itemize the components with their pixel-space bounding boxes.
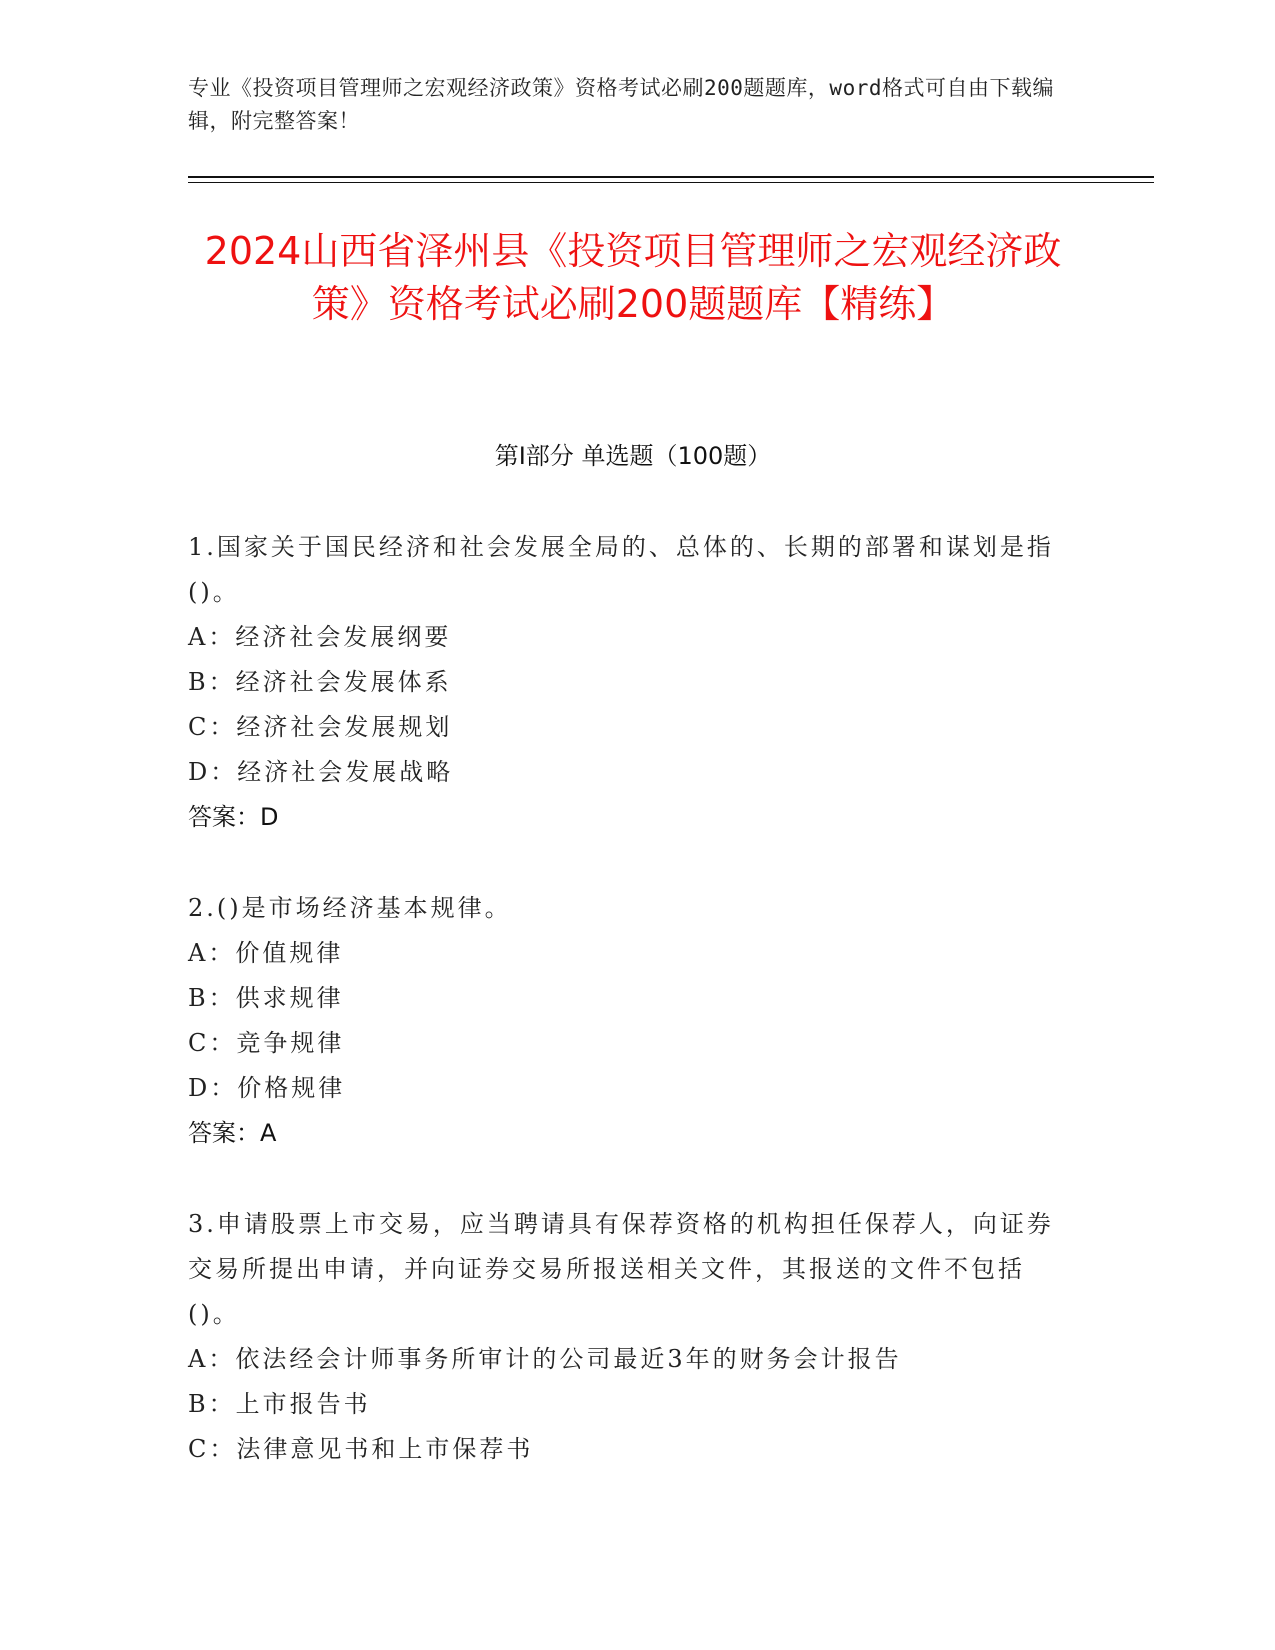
question-2	[188, 886, 1068, 1156]
option-c: C：经济社会发展规划	[188, 713, 453, 741]
question-stem: 1.国家关于国民经济和社会发展全局的、总体的、长期的部署和谋划是指()。	[188, 533, 1054, 606]
option-c: C：竞争规律	[188, 1029, 345, 1057]
option-b: B：经济社会发展体系	[188, 668, 452, 696]
option-c: C：法律意见书和上市保荐书	[188, 1435, 534, 1463]
option-b: B：供求规律	[188, 984, 344, 1012]
answer-line: 答案：A	[188, 1119, 277, 1147]
header-rule-thin	[188, 182, 1154, 183]
option-b: B：上市报告书	[188, 1390, 371, 1418]
option-d: D：价格规律	[188, 1074, 346, 1102]
header-rule-thick	[188, 176, 1154, 178]
question-1	[188, 525, 1068, 840]
document-title: 2024山西省泽州县《投资项目管理师之宏观经济政策》资格考试必刷200题题库【精练】	[204, 229, 1062, 326]
option-a: A：依法经会计师事务所审计的公司最近3年的财务会计报告	[188, 1345, 902, 1373]
question-3	[188, 1202, 1068, 1472]
option-a: A：经济社会发展纲要	[188, 623, 452, 651]
section-title: 第Ⅰ部分 单选题（100题）	[494, 442, 772, 470]
answer-line: 答案：D	[188, 803, 279, 831]
question-list	[188, 525, 1068, 1518]
question-stem: 3.申请股票上市交易，应当聘请具有保荐资格的机构担任保荐人，向证券交易所提出申请，并向证券交易所报送相关文件，其报送的文件不包括()。	[188, 1210, 1054, 1328]
option-a: A：价值规律	[188, 939, 344, 967]
option-d: D：经济社会发展战略	[188, 758, 454, 786]
header-note: 专业《投资项目管理师之宏观经济政策》资格考试必刷200题题库，word格式可自由下载编辑，附完整答案！	[188, 76, 1054, 133]
question-stem: 2.()是市场经济基本规律。	[188, 894, 512, 922]
